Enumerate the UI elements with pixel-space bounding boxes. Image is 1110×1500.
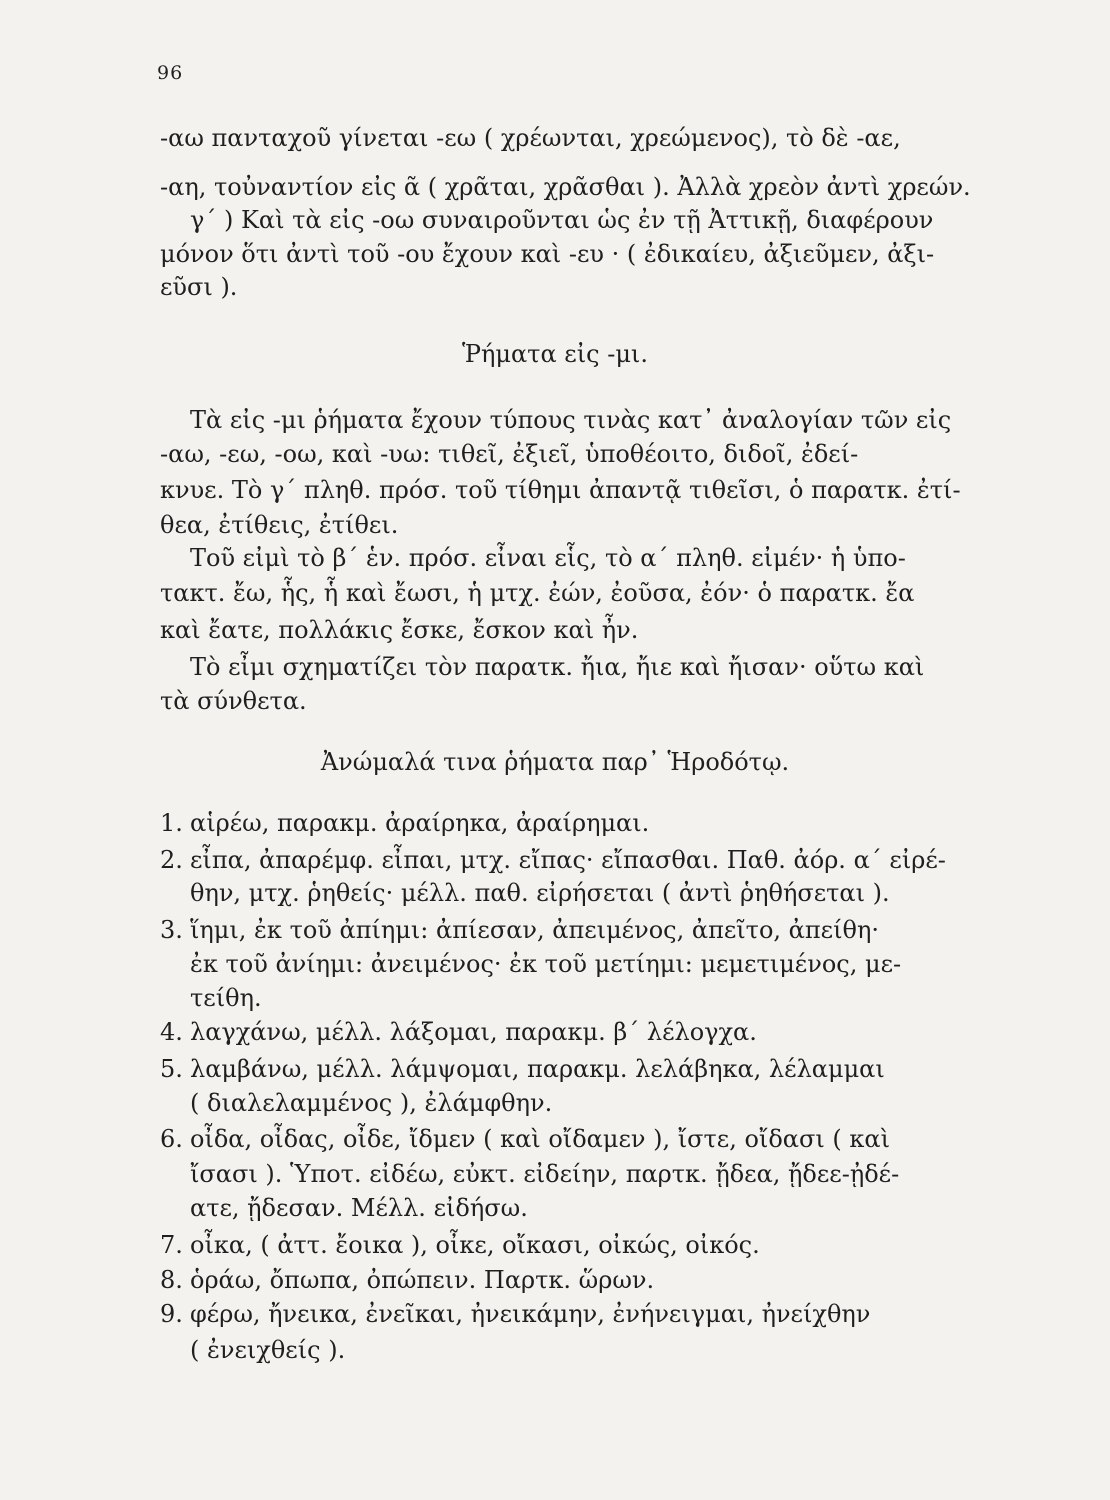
paragraph2-line: Τὰ εἰς -μι ῥήματα ἔχουν τύπους τινὰς κατ᾿ ἀναλογίαν τῶν εἰς <box>190 406 952 434</box>
list-number: 9. <box>160 1300 183 1328</box>
list-item-continuation: ἐκ τοῦ ἀνίημι: ἀνειμένος· ἐκ τοῦ μετίημι: μεμετιμένος, με- <box>190 950 902 978</box>
list-number: 2. <box>160 846 183 874</box>
paragraph1-line: μόνον ὅτι ἀντὶ τοῦ -ου ἔχουν καὶ -ευ · ( ἐδικαίευ, ἀξιεῦμεν, ἀξι- <box>160 240 935 268</box>
list-number: 4. <box>160 1018 183 1046</box>
paragraph2-line: θεα, ἐτίθεις, ἐτίθει. <box>160 511 399 539</box>
list-number: 7. <box>160 1231 183 1259</box>
list-text: λαμβάνω, μέλλ. λάμψομαι, παρακμ. λελάβηκα, λέλαμμαι <box>190 1055 885 1083</box>
list-item <box>160 1263 1020 1297</box>
list-item <box>160 843 1020 877</box>
list-item-continuation: τείθη. <box>190 984 262 1012</box>
list-text: αἱρέω, παρακμ. ἀραίρηκα, ἀραίρημαι. <box>190 809 650 837</box>
list-text: λαγχάνω, μέλλ. λάξομαι, παρακμ. β΄ λέλογχα. <box>190 1018 757 1046</box>
paragraph4-line: τὰ σύνθετα. <box>160 687 307 715</box>
paragraph3-line: τακτ. ἔω, ἧς, ἧ καὶ ἔωσι, ἡ μτχ. ἐών, ἐοῦσα, ἐόν· ὁ παρατκ. ἔα <box>160 579 915 607</box>
list-number: 8. <box>160 1266 183 1294</box>
list-number: 3. <box>160 916 183 944</box>
list-item <box>160 913 1020 947</box>
page-number: 96 <box>157 62 184 84</box>
paragraph1-line: -αη, τοὐναντίον εἰς ᾶ ( χρᾶται, χρᾶσθαι ). Ἀλλὰ χρεὸν ἀντὶ χρεών. <box>160 173 971 201</box>
list-item <box>160 1052 1020 1086</box>
list-number: 5. <box>160 1055 183 1083</box>
list-text: οἶκα, ( ἀττ. ἔοικα ), οἶκε, οἴκασι, οἰκώς, οἰκός. <box>190 1231 760 1259</box>
list-number: 6. <box>160 1125 183 1153</box>
list-item-continuation: θην, μτχ. ῥηθείς· μέλλ. παθ. εἰρήσεται ( ἀντὶ ῥηθήσεται ). <box>190 879 890 907</box>
list-item <box>160 1015 1020 1049</box>
list-text: ὁράω, ὄπωπα, ὀπώπειν. Παρτκ. ὥρων. <box>190 1266 655 1294</box>
list-item-continuation: ( διαλελαμμένος ), ἐλάμφθην. <box>190 1089 553 1117</box>
paragraph3-line: καὶ ἔατε, πολλάκις ἔσκε, ἔσκον καὶ ἦν. <box>160 616 639 644</box>
list-text: φέρω, ἤνεικα, ἐνεῖκαι, ἠνεικάμην, ἐνήνειγμαι, ἠνείχθην <box>190 1300 871 1328</box>
list-item-continuation: ατε, ᾔδεσαν. Μέλλ. εἰδήσω. <box>190 1194 528 1222</box>
paragraph3-line: Τοῦ εἰμὶ τὸ β΄ ἑν. πρόσ. εἶναι εἷς, τὸ α΄ πληθ. εἰμέν· ἡ ὑπο- <box>190 544 906 572</box>
list-item <box>160 1297 1020 1331</box>
paragraph1-line: εῦσι ). <box>160 273 238 301</box>
section-heading-mi-verbs: Ῥήματα εἰς -μι. <box>462 340 648 368</box>
list-text: ἵημι, ἐκ τοῦ ἀπίημι: ἀπίεσαν, ἀπειμένος, ἀπεῖτο, ἀπείθη· <box>190 916 879 944</box>
section-heading-herodotus: Ἀνώμαλά τινα ῥήματα παρ᾿ Ἡροδότῳ. <box>320 748 790 776</box>
paragraph2-line: κνυε. Τὸ γ΄ πληθ. πρόσ. τοῦ τίθημι ἀπαντᾷ τιθεῖσι, ὁ παρατκ. ἐτί- <box>160 476 961 504</box>
list-number: 1. <box>160 809 183 837</box>
list-text: οἶδα, οἶδας, οἶδε, ἴδμεν ( καὶ οἴδαμεν ), ἴστε, οἴδασι ( καὶ <box>190 1125 891 1153</box>
list-item <box>160 1228 1020 1262</box>
list-item <box>160 806 1020 840</box>
list-item-continuation: ( ἐνειχθείς ). <box>190 1336 346 1364</box>
list-text: εἶπα, ἀπαρέμφ. εἶπαι, μτχ. εἴπας· εἴπασθαι. Παθ. ἀόρ. α΄ εἰρέ- <box>190 846 946 874</box>
paragraph2-line: -αω, -εω, -οω, καὶ -υω: τιθεῖ, ἐξιεῖ, ὑποθέοιτο, διδοῖ, ἐδεί- <box>160 440 859 468</box>
list-item-continuation: ἴσασι ). Ὑποτ. εἰδέω, εὐκτ. εἰδείην, παρτκ. ᾔδεα, ᾔδεε-ᾐδέ- <box>190 1160 900 1188</box>
paragraph1-line: γ΄ ) Καὶ τὰ εἰς -οω συναιροῦνται ὡς ἐν τῇ Ἀττικῇ, διαφέρουν <box>190 206 934 234</box>
paragraph4-line: Τὸ εἶμι σχηματίζει τὸν παρατκ. ἤια, ἤιε καὶ ἤισαν· οὕτω καὶ <box>190 653 925 681</box>
list-item <box>160 1122 1020 1156</box>
paragraph1-line: -αω πανταχοῦ γίνεται -εω ( χρέωνται, χρεώμενος), τὸ δὲ -αε, <box>160 124 901 152</box>
